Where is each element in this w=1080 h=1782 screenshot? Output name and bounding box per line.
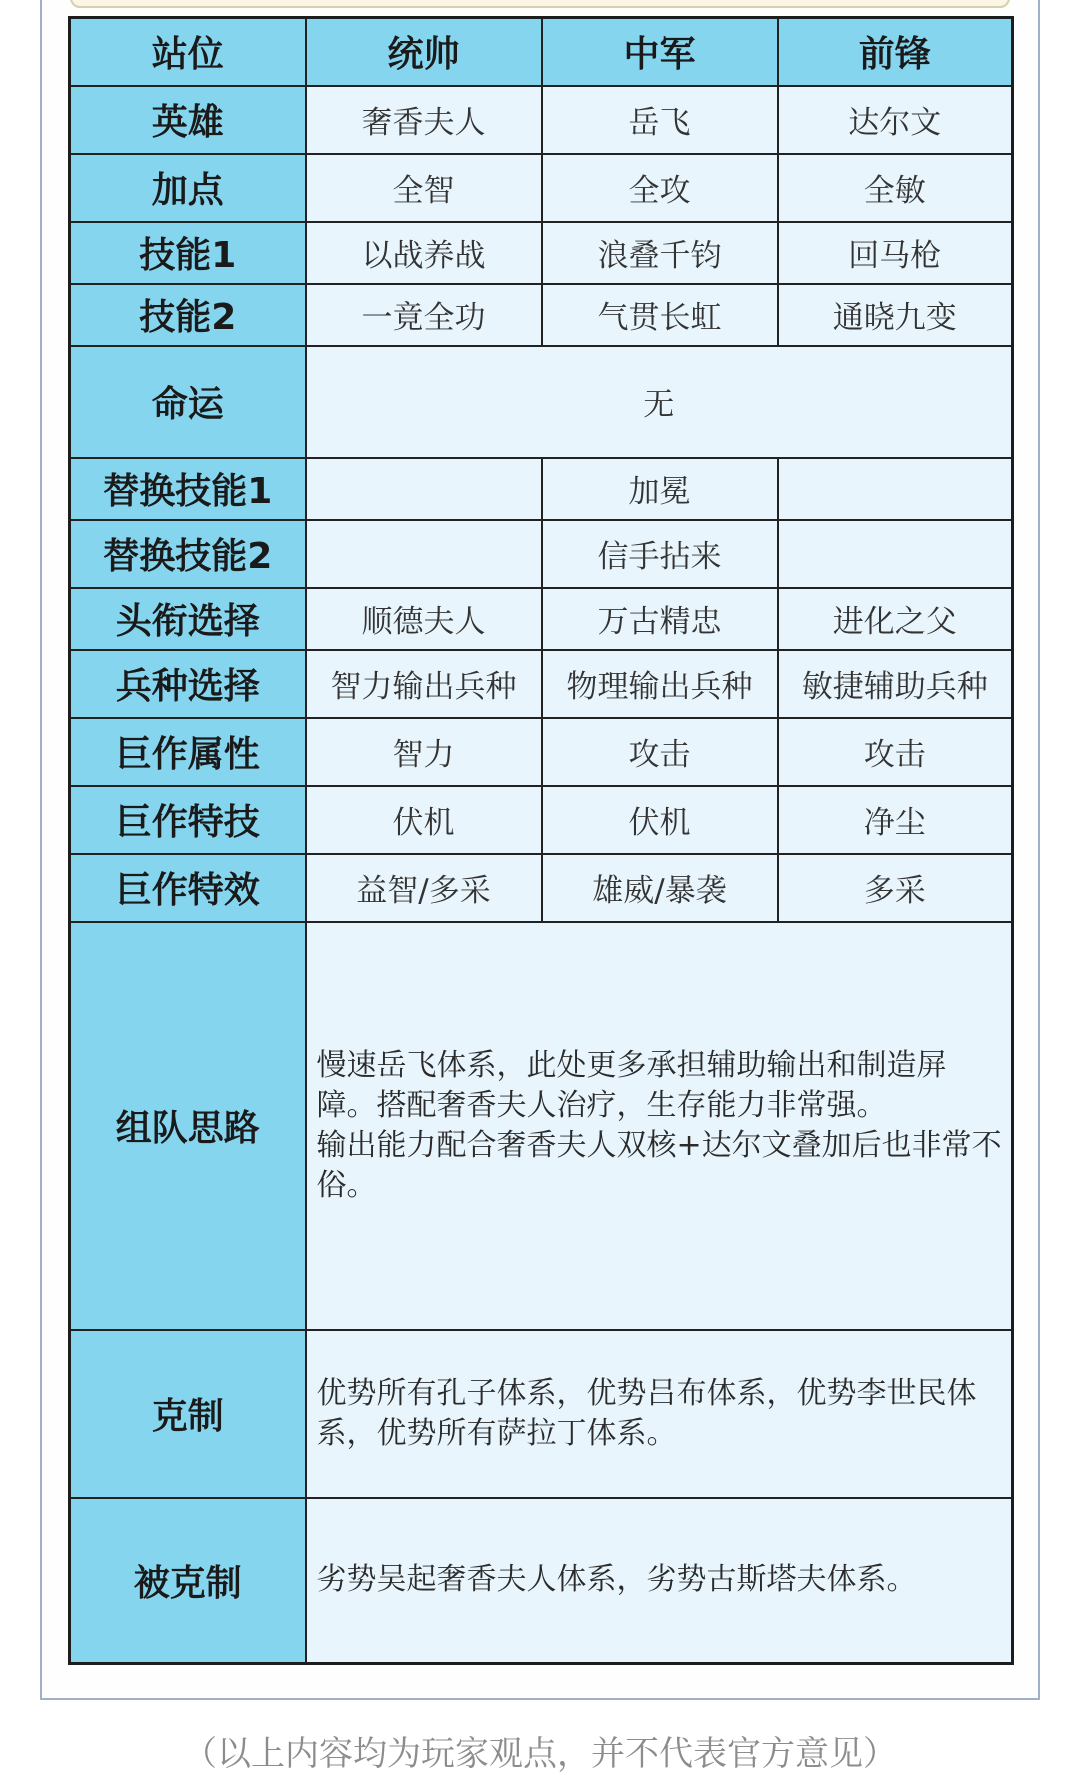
table-row	[70, 786, 1013, 854]
table-cell	[306, 520, 542, 588]
table-row	[70, 520, 1013, 588]
countered-by-row	[70, 1498, 1013, 1664]
row-label: 兵种选择	[70, 650, 306, 718]
table-cell	[778, 458, 1013, 520]
table-cell: 雄威/暴袭	[542, 854, 778, 922]
table-cell: 气贯长虹	[542, 284, 778, 346]
table-cell: 通晓九变	[778, 284, 1013, 346]
disclaimer-footer: （以上内容均为玩家观点，并不代表官方意见）	[183, 1734, 897, 1774]
table-cell: 达尔文	[778, 86, 1013, 154]
row-label: 加点	[70, 154, 306, 222]
header-cell: 统帅	[306, 18, 542, 86]
table-cell: 伏机	[306, 786, 542, 854]
table-row	[70, 284, 1013, 346]
table-row	[70, 458, 1013, 520]
table-cell: 全智	[306, 154, 542, 222]
table-row	[70, 588, 1013, 650]
table-cell: 敏捷辅助兵种	[778, 650, 1013, 718]
row-label: 组队思路	[70, 922, 306, 1330]
row-label: 英雄	[70, 86, 306, 154]
table-cell: 物理输出兵种	[542, 650, 778, 718]
strategy-paragraph: 慢速岳飞体系，此处更多承担辅助输出和制造屏障。搭配奢香夫人治疗，生存能力非常强。	[316, 1047, 947, 1123]
header-cell: 站位	[70, 18, 306, 86]
header-cell: 中军	[542, 18, 778, 86]
table-cell: 顺德夫人	[306, 588, 542, 650]
table-cell: 多采	[778, 854, 1013, 922]
header-row	[70, 18, 1013, 86]
table-cell: 智力	[306, 718, 542, 786]
row-label: 替换技能2	[70, 520, 306, 588]
row-label: 技能2	[70, 284, 306, 346]
table-cell: 万古精忠	[542, 588, 778, 650]
table-row	[70, 346, 1013, 458]
merged-cell: 无	[306, 346, 1013, 458]
table-cell: 进化之父	[778, 588, 1013, 650]
lineup-table	[68, 16, 1014, 1665]
table-row	[70, 650, 1013, 718]
row-label: 头衔选择	[70, 588, 306, 650]
table-cell: 回马枪	[778, 222, 1013, 284]
counters-row	[70, 1330, 1013, 1498]
table-row	[70, 718, 1013, 786]
table-row	[70, 222, 1013, 284]
table-row	[70, 854, 1013, 922]
strategy-paragraph: 输出能力配合奢香夫人双核+达尔文叠加后也非常不俗。	[316, 1127, 1002, 1203]
row-label: 巨作属性	[70, 718, 306, 786]
row-label: 命运	[70, 346, 306, 458]
strategy-row	[70, 922, 1013, 1330]
table-cell: 全敏	[778, 154, 1013, 222]
table-cell: 伏机	[542, 786, 778, 854]
table-cell: 岳飞	[542, 86, 778, 154]
table-cell: 智力输出兵种	[306, 650, 542, 718]
row-label: 技能1	[70, 222, 306, 284]
table-cell: 浪叠千钧	[542, 222, 778, 284]
table-cell: 一竟全功	[306, 284, 542, 346]
table-cell	[306, 458, 542, 520]
table-cell	[778, 520, 1013, 588]
row-label: 巨作特效	[70, 854, 306, 922]
table-cell: 以战养战	[306, 222, 542, 284]
table-cell: 益智/多采	[306, 854, 542, 922]
table-cell: 加冕	[542, 458, 778, 520]
table-cell: 奢香夫人	[306, 86, 542, 154]
table-cell: 信手拈来	[542, 520, 778, 588]
row-label: 替换技能1	[70, 458, 306, 520]
table-cell: 攻击	[778, 718, 1013, 786]
table-row	[70, 86, 1013, 154]
countered-by-text: 劣势吴起奢香夫人体系，劣势古斯塔夫体系。	[306, 1498, 1013, 1664]
table-row	[70, 154, 1013, 222]
card-top-decoration	[70, 0, 1010, 8]
row-label: 巨作特技	[70, 786, 306, 854]
table-cell: 净尘	[778, 786, 1013, 854]
counters-text: 优势所有孔子体系，优势吕布体系，优势李世民体系，优势所有萨拉丁体系。	[306, 1330, 1013, 1498]
strategy-text	[306, 922, 1013, 1330]
header-cell: 前锋	[778, 18, 1013, 86]
row-label: 克制	[70, 1330, 306, 1498]
row-label: 被克制	[70, 1498, 306, 1664]
table-cell: 攻击	[542, 718, 778, 786]
table-cell: 全攻	[542, 154, 778, 222]
